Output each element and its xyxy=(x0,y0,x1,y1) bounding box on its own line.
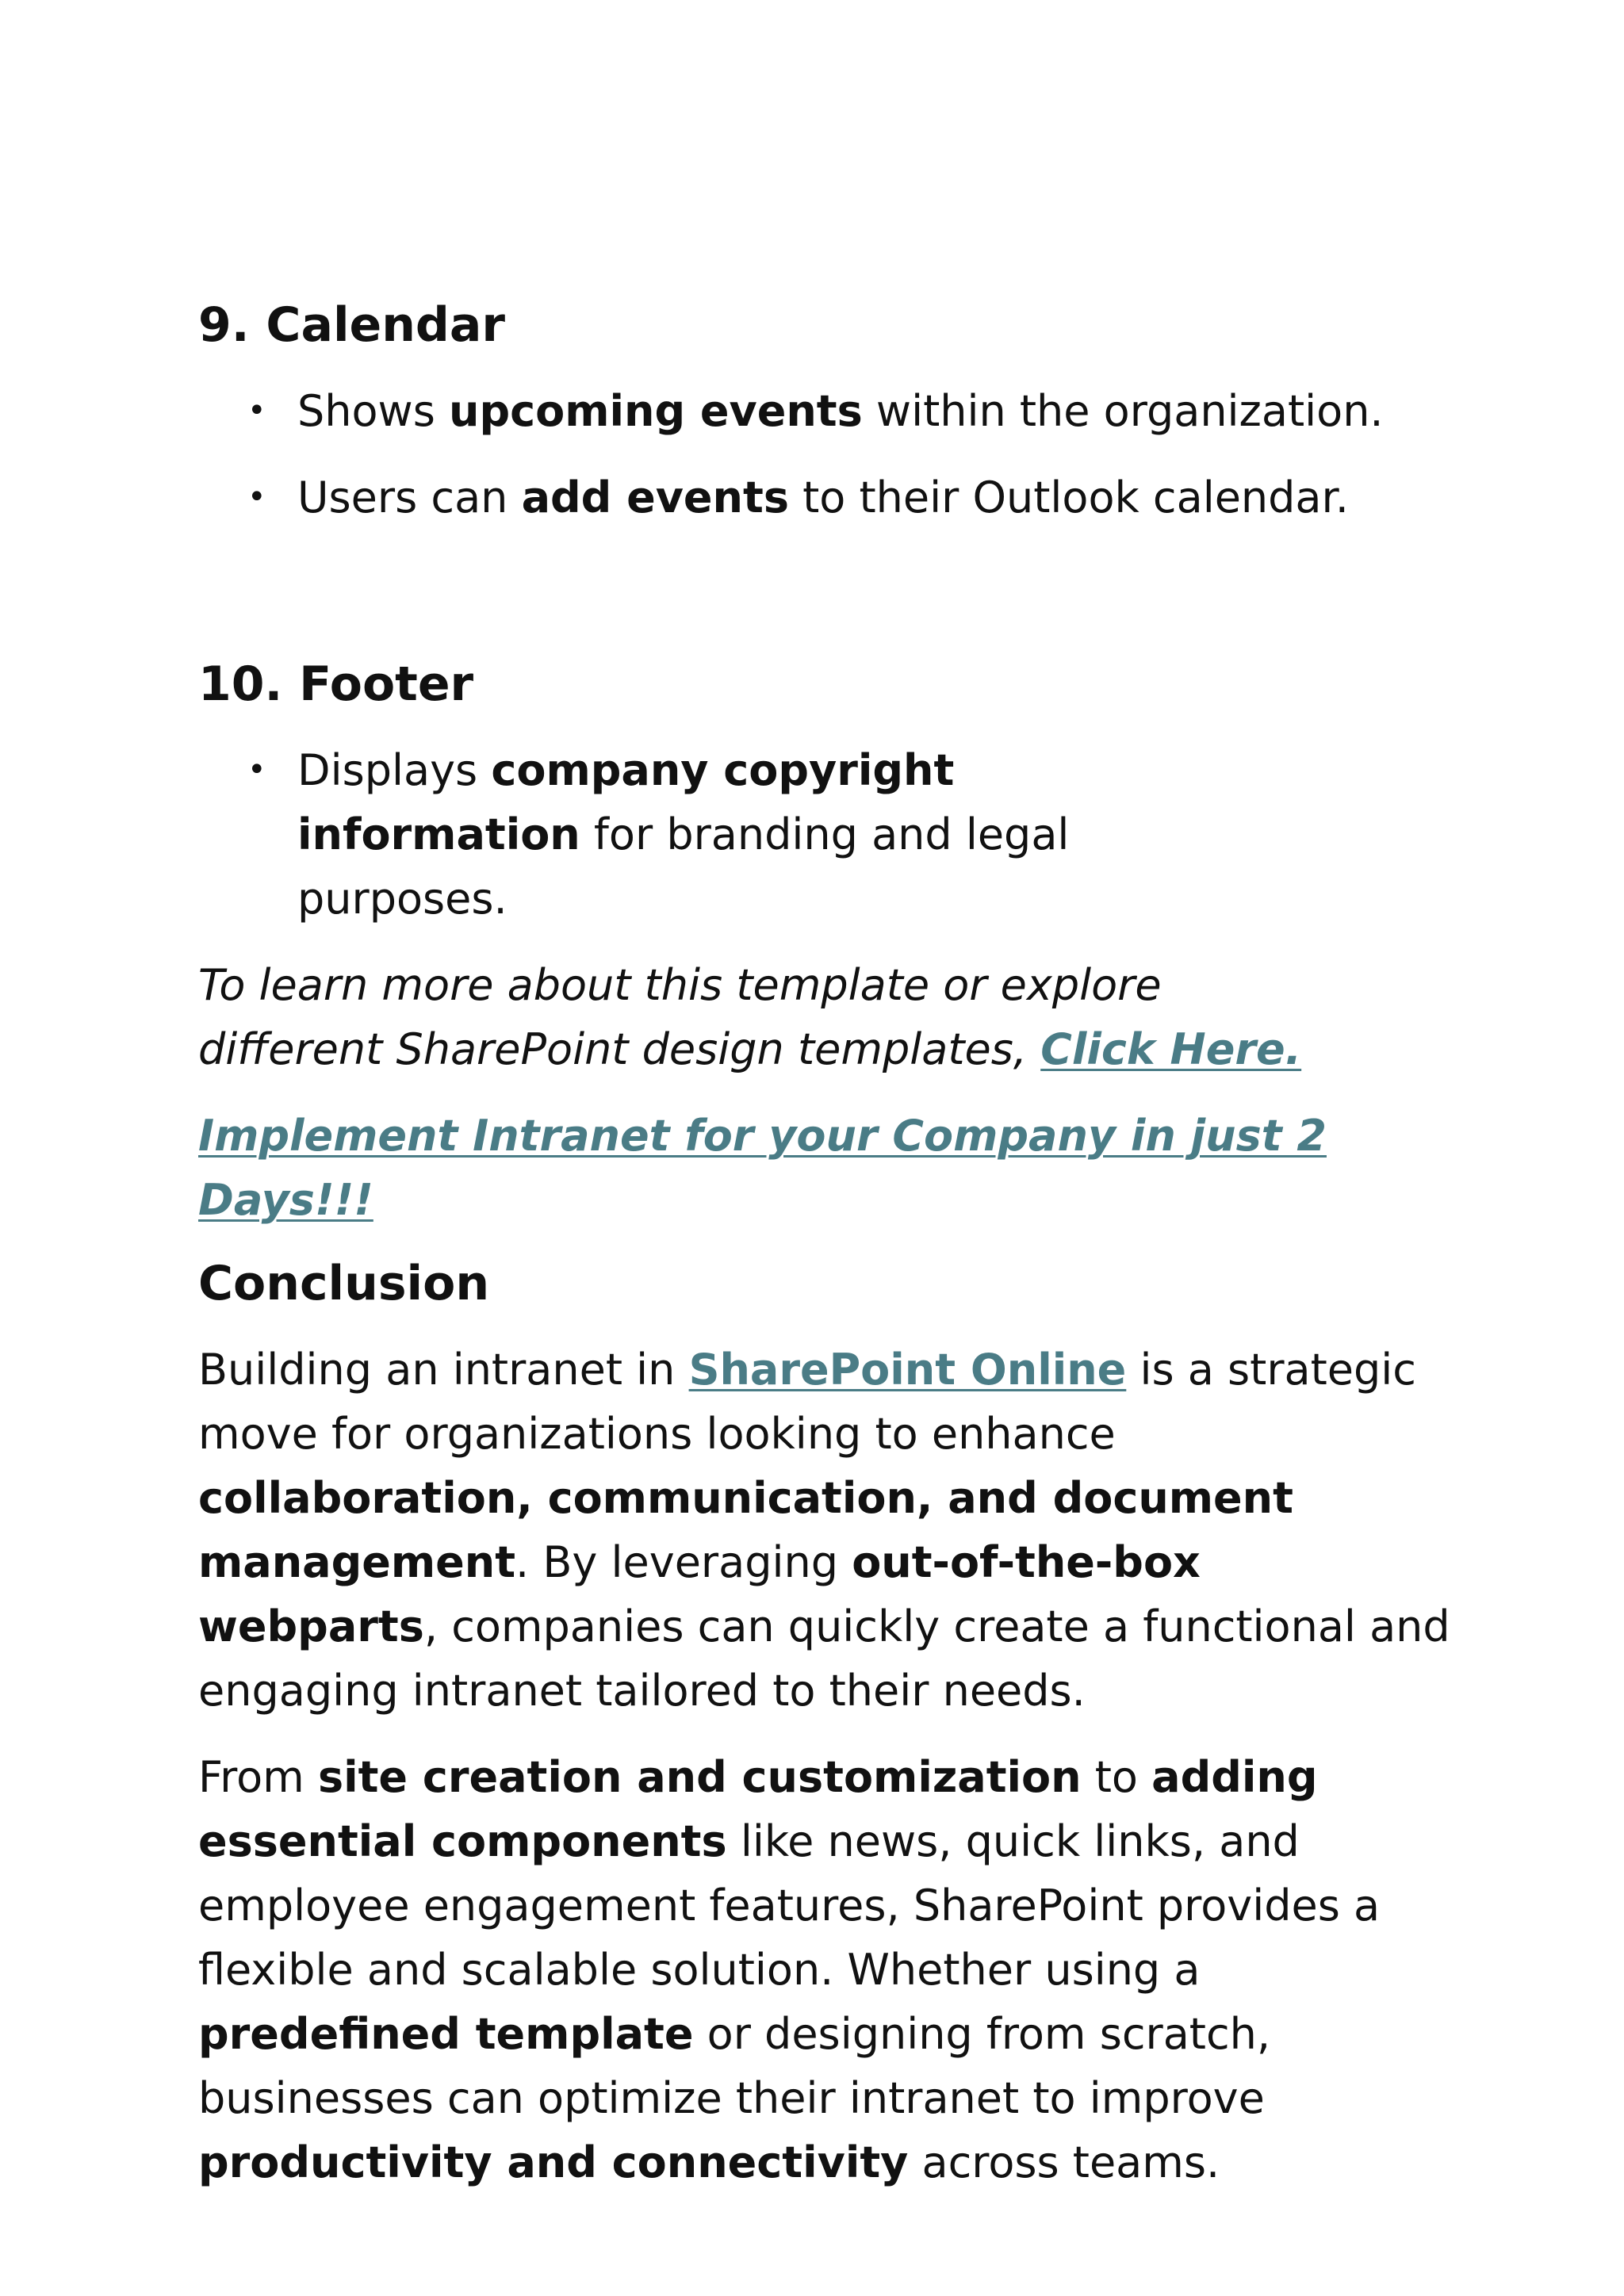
bullet-icon: • xyxy=(247,392,266,429)
list-item: • Shows upcoming events within the organization. xyxy=(198,379,1451,443)
section-heading-calendar: 9. Calendar xyxy=(198,297,505,353)
list-item: • Users can add events to their Outlook calendar. xyxy=(198,465,1451,530)
section-heading-footer: 10. Footer xyxy=(198,656,474,712)
click-here-link[interactable]: Click Here. xyxy=(1040,1024,1302,1074)
bullet-icon: • xyxy=(247,752,266,788)
implement-intranet-link[interactable]: Implement Intranet for your Company in just 2 Days!!! xyxy=(198,1111,1327,1225)
learn-more-paragraph: To learn more about this template or explore different SharePoint design templates, Click Here. xyxy=(198,960,1302,1074)
bullet-icon: • xyxy=(247,479,266,515)
implement-paragraph xyxy=(198,1104,1451,1232)
sharepoint-online-link[interactable]: SharePoint Online xyxy=(688,1345,1127,1395)
document-page xyxy=(198,293,1451,2195)
list-item: • Displays company copyright information for branding and legal purposes. xyxy=(198,738,1229,931)
section-heading-conclusion: Conclusion xyxy=(198,1256,490,1311)
calendar-bullet-list xyxy=(198,379,1451,530)
footer-bullet-list xyxy=(198,738,1229,931)
conclusion-paragraph-2: From site creation and customization to adding essential components like news, quick links, and employee engagement features, SharePoint provides a flexible and scalable solution. Whether using a predefined template or designing from scratch, businesses can optimize their intranet to improve productivity and connectivity across teams. xyxy=(198,1752,1381,2187)
conclusion-paragraph-1: Building an intranet in SharePoint Online is a strategic move for organizations looking to enhance collaboration, communication, and document management. By leveraging out-of-the-box webparts, companies can quickly create a functional and engaging intranet tailored to their needs. xyxy=(198,1345,1450,1716)
